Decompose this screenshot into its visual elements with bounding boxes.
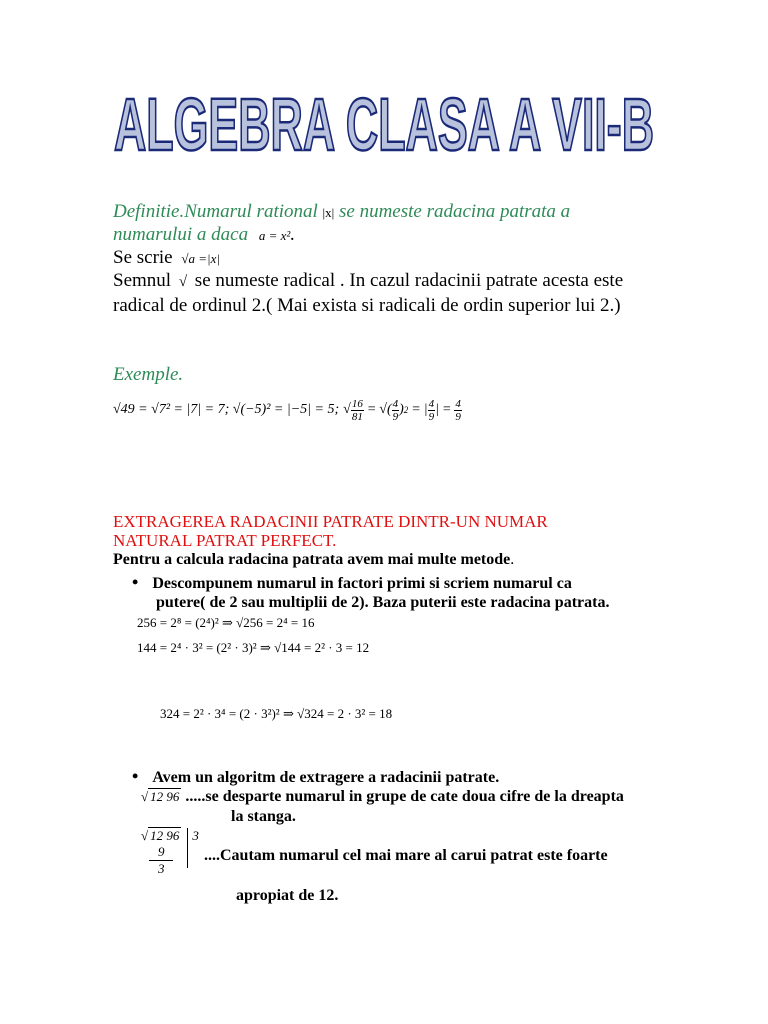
method2-step-2: ....Cautam numarul cel mai mare al carui patrat este foarte	[204, 847, 608, 864]
long-remainder-3: 3	[157, 861, 165, 876]
equals-sign: =	[366, 402, 377, 417]
se-scrie-line	[113, 247, 220, 270]
section-heading-line-1: EXTRAGEREA RADACINII PATRATE DINTR-UN NUMAR	[113, 512, 548, 531]
method1-line-2: putere( de 2 sau multiplii de 2). Baza puterii este radacina patrata.	[156, 594, 610, 611]
bullet-icon: •	[132, 572, 139, 592]
frac-numerator: 16	[351, 397, 363, 410]
example-324: 324 = 2² · 3⁴ = (2 · 3²)² ⇒ √324 = 2 · 3² = 18	[160, 706, 393, 721]
frac-numerator: 4	[455, 397, 461, 410]
example-256: 256 = 2⁸ = (2⁴)² ⇒ √256 = 2⁴ = 16	[137, 615, 315, 630]
method2-step-1b: la stanga.	[231, 808, 296, 825]
sqrt-1296: 12 96	[150, 789, 180, 804]
method2-step-2b: apropiat de 12.	[236, 887, 339, 904]
frac-denominator: 9	[455, 410, 461, 423]
section-intro-dot: .	[510, 551, 515, 568]
semnul-text-c: radical de ordinul 2.( Mai exista si radicali de ordin superior lui 2.)	[113, 295, 621, 316]
se-scrie-formula: √a =|x|	[181, 251, 220, 266]
superscript-2: 2	[403, 405, 409, 415]
definition-period: .	[290, 224, 296, 245]
section-intro	[113, 550, 514, 570]
equals-sign: =	[411, 402, 421, 417]
frac-denominator: 9	[428, 410, 435, 423]
method2-text-a: Avem un algoritm de extragere a radacinii patrate.	[152, 769, 500, 786]
frac-denominator: 9	[392, 410, 399, 423]
definition-line-2	[113, 224, 295, 247]
frac-numerator: 4	[428, 397, 435, 410]
section-heading-line-2: NATURAL PATRAT PERFECT.	[113, 531, 337, 550]
definition-formula: a = x²	[258, 228, 291, 243]
definition-text-c: numarului a daca	[113, 224, 249, 245]
method2-line-1	[132, 766, 499, 788]
exemple-formula: √49 = √7² = |7| = 7; √(−5)² = |−5| = 5; √ $\frac{16}{81}$ = √( $\frac{4}{9}$ ) 2 = | $\frac{4}{9}$ | = $\frac{4}{9}$	[113, 397, 461, 423]
definition-text-b: se numeste radacina patrata a	[339, 201, 571, 222]
long-subtract-9: 9	[149, 844, 173, 861]
example-144: 144 = 2⁴ · 3² = (2² · 3)² ⇒ √144 = 2² · 3 = 12	[137, 640, 370, 655]
abs-x-symbol: |x|	[322, 205, 335, 220]
se-scrie-label: Se scrie	[113, 247, 173, 268]
page-title	[0, 84, 768, 164]
definition-text-a: Definitie.Numarul rational	[113, 201, 318, 222]
long-division: √ 12 96 9 3 3	[141, 828, 199, 876]
exemple-label: Exemple.	[113, 364, 184, 385]
definition-line-1	[113, 201, 570, 224]
fraction-4-9-a	[392, 398, 400, 423]
exemple-formula-a: √49 = √7² = |7| = 7; √(−5)² = |−5| = 5;	[113, 402, 340, 417]
semnul-line-1	[113, 270, 623, 293]
semnul-text-b: se numeste radical . In cazul radacinii patrate acesta este	[194, 270, 624, 291]
radical-symbol: √	[178, 274, 188, 290]
fraction-4-9-b	[428, 398, 436, 423]
method2-step-1: √ 12 96 .....se desparte numarul in grupe de cate doua cifre de la dreapta	[141, 788, 624, 805]
method1-text-a: Descompunem numarul in factori primi si scriem numarul ca	[152, 575, 572, 592]
fraction-4-9-c	[454, 398, 462, 423]
step1-text: .....se desparte numarul in grupe de cate doua cifre de la dreapta	[185, 788, 624, 805]
long-result-3: 3	[187, 828, 199, 868]
fraction-16-81	[351, 398, 364, 423]
section-intro-text: Pentru a calcula radacina patrata avem mai multe metode	[113, 551, 511, 568]
long-top-number: 12 96	[150, 828, 180, 843]
semnul-text-a: Semnul	[113, 270, 172, 291]
equals-sign: =	[441, 402, 452, 417]
frac-denominator: 81	[351, 410, 363, 423]
method1-line-1	[132, 572, 572, 594]
semnul-line-2	[113, 295, 621, 317]
frac-numerator: 4	[392, 397, 399, 410]
title-text: ALGEBRA CLASA A VII-B	[114, 84, 654, 164]
bullet-icon: •	[132, 766, 139, 786]
